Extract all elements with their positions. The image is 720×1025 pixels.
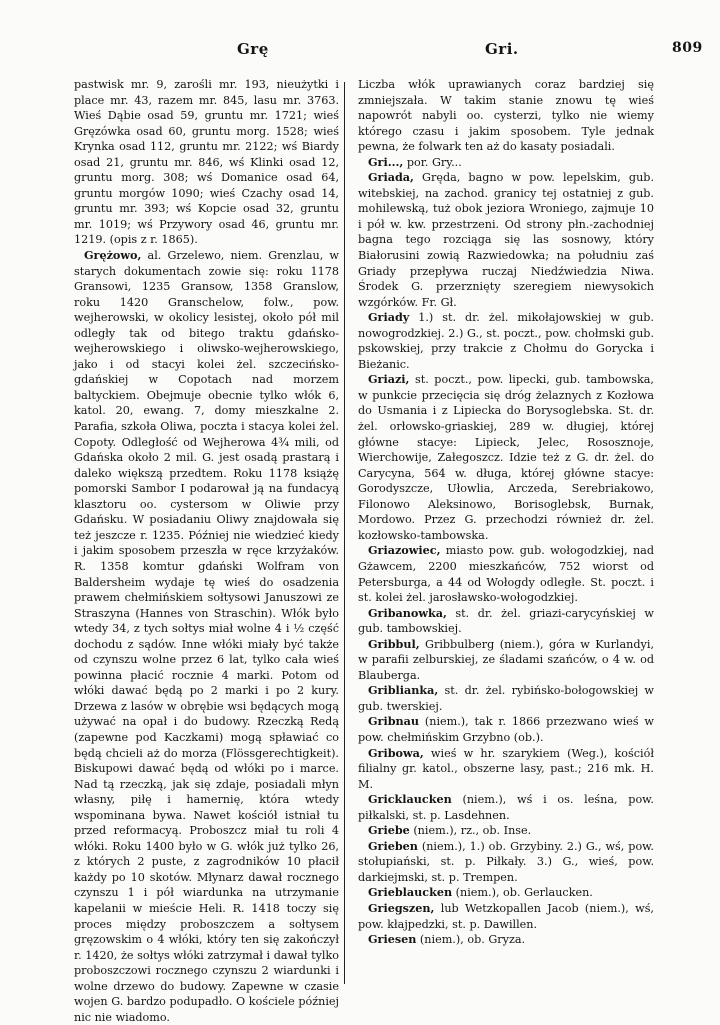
entry-headword: Griazowiec, bbox=[368, 543, 441, 558]
entry-text: 1.) st. dr. żel. mikołajowskiej w gub. nowogrodzkiej. 2.) G., st. poczt., pow. chołmski gub. pskowskiej, przy trakcie z Chołmu do Gorycka i Bieżanic. bbox=[358, 311, 654, 371]
entry-headword: Gribanowka, bbox=[368, 605, 447, 620]
entry-paragraph bbox=[358, 637, 654, 684]
entry-headword: Griesen bbox=[368, 932, 417, 947]
entry-text: (niem.), tak r. 1866 przezwano wieś w pow. chełmińskim Grzybno (ob.). bbox=[358, 715, 654, 744]
running-head-left: Grę bbox=[237, 40, 269, 58]
entry-text: st. dr. żel. rybińsko-bołogowskiej w gub. twerskiej. bbox=[358, 684, 654, 713]
entry-headword: Griegszen, bbox=[368, 900, 435, 915]
entry-headword: Grężowo, bbox=[84, 248, 142, 263]
entry-paragraph bbox=[358, 170, 654, 310]
entry-paragraph bbox=[358, 683, 654, 714]
entry-paragraph bbox=[358, 885, 654, 901]
entry-text: (niem.), rz., ob. Inse. bbox=[409, 824, 532, 838]
entry-text: pastwisk mr. 9, zarośli mr. 193, nieużytki i place mr. 43, razem mr. 845, lasu mr. 3763. Wieś Dąbie osad 59, gruntu mr. 1721; wieś Gręzówka osad 60, gruntu morg. 1528; wieś Krynka osad 112, gruntu mr. 2122; wś Biardy osad 21, gruntu mr. 846, wś Klinki osad 12, gruntu morg. 308; wś Domanice osad 64, gruntu morgów 1090; wieś Czachy osad 14, gruntu mr. 393; wś Kopcie osad 32, gruntu mr. 1019; wś Przywory osad 46, gruntu mr. 1219. (opis z r. 1865). bbox=[74, 78, 339, 247]
entry-headword: Grieben bbox=[368, 838, 418, 853]
entry-paragraph bbox=[358, 839, 654, 886]
entry-headword: Griblianka, bbox=[368, 683, 439, 698]
entry-text: al. Grzelewo, niem. Grenzlau, w starych dokumentach zowie się: roku 1178 Gransowi, 1235 Gransow, 1358 Granslow, roku 1420 Granschelow, folw., pow. wejherowski, w okolicy lesistej, około pół mil odległy tak od bitego traktu gdańsko-wejherowskiego i oliwsko-wejherowskiego, jako i od stacyi kolei żel. szczecińsko-gdańskiej w Copotach nad morzem baltyckiem. Obejmuje obecnie tylko włók 6, katol. 20, ewang. 7, domy mieszkalne 2. Parafia, szkoła Oliwa, poczta i stacya kolei żel. Copoty. Odległość od Wejherowa 4¾ mili, od Gdańska około 2 mil. G. jest osadą prastarą i daleko większą przedtem. Roku 1178 książę pomorski Sambor I podarował ją na fundacyą klasztoru oo. cystersom w Oliwie przy Gdańsku. W posiadaniu Oliwy znajdowała się też jeszcze r. 1235. Później nie wiedzieć kiedy i jakim sposobem przeszła w ręce krzyżaków. R. 1358 komtur gdański Wolfram von Baldersheim wydaje tę wieś do osadzenia prawem chełmińskiem sołtysowi Januszowi ze Straszyna (Hannes von Straschin). Włók było wtedy 34, z tych sołtys miał wolne 4 i ½ część dochodu z sądów. Inne włóki miały być także od czynszu wolne przez 6 lat, tylko cała wieś powinna płacić rocznie 4 marki. Potom od włóki dawać będą po 2 marki i po 2 kury. Drzewa z lasów w obrębie wsi będących mogą używać na opał i do budowy. Rzeczką Redą (zapewne pod Kaczkami) mogą spławiać co będą chcieli aż do morza (Flössgerechtigkeit). Biskupowi dawać będą od włóki po i marce. Nad tą rzeczką, jak się zdaje, posiadali młyn własny, piłę i hamernię, która wtedy wspominana bywa. Nawet kościół istniał tu przed reformacyą. Proboszcz miał tu roli 4 włóki. Roku 1400 było w G. włók już tylko 26, z których 2 puste, z zagrodników 10 płacił każdy po 10 skotów. Młynarz dawał rocznego czynszu 1 i pół wiardunka na utrzymanie kapelanii w mieście Heli. R. 1418 toczy się proces między proboszczem a sołtysem gręzowskim o 4 włóki, który ten się zakończył r. 1420, że sołtys włóki zatrzymał i dawał tylko proboszczowi rocznego czynszu 2 wiardunki i wolne drzewo do budowy. Zapewne w czasie wojen G. bardzo podupadło. O kościele później nic nie wiadomo. bbox=[74, 249, 339, 1024]
entry-headword: Gribowa, bbox=[368, 745, 424, 760]
entry-paragraph bbox=[358, 606, 654, 637]
entry-headword: Griebe bbox=[368, 823, 410, 838]
entry-text: Gręda, bagno w pow. lepelskim, gub. witebskiej, na zachod. granicy tej ostatniej z gub. mohilewską, tuż obok jeziora Wroniego, zajmuje 10 i pół w. kw. przestrzeni. Od strony płn.-zachodniej bagna tego rozciąga się las sosnowy, który Białorusini zowią Razwiedowka; na południu zaś Griady przepływa ruczaj Niedźwiedzia Niwa. Środek G. przerznięty szeregiem niewysokich wzgórków. Fr. Gł. bbox=[358, 171, 654, 309]
entry-paragraph bbox=[358, 310, 654, 372]
entry-paragraph bbox=[358, 901, 654, 932]
column-divider bbox=[344, 82, 345, 984]
entry-headword: Gribnau bbox=[368, 714, 420, 729]
entry-headword: Gricklaucken bbox=[368, 792, 452, 807]
entry-text: por. Gry... bbox=[403, 155, 462, 169]
entry-paragraph bbox=[358, 746, 654, 793]
entry-headword: Gri..., bbox=[368, 154, 404, 169]
entry-paragraph bbox=[74, 77, 339, 248]
entry-headword: Griady bbox=[368, 310, 410, 325]
entry-text: miasto pow. gub. wołogodzkiej, nad Gżawcem, 2200 mieszkańców, 752 wiorst od Petersburga, a 44 od Wołogdy odległe. St. poczt. i st. kolei żel. jarosławsko-wołogodzkiej. bbox=[358, 544, 654, 605]
entry-paragraph bbox=[358, 792, 654, 823]
left-column bbox=[74, 77, 339, 1025]
entry-headword: Grieblaucken bbox=[368, 885, 453, 900]
entry-text: wieś w hr. szarykiem (Weg.), kościół filialny gr. katol., obszerne lasy, past.; 216 mk. H. M. bbox=[358, 746, 654, 791]
entry-paragraph bbox=[358, 543, 654, 605]
right-column bbox=[358, 77, 654, 948]
entry-text: (niem.), ob. Gryza. bbox=[416, 933, 526, 947]
entry-paragraph bbox=[358, 372, 654, 543]
entry-paragraph bbox=[358, 823, 654, 839]
entry-text: lub Wetzkopallen Jacob (niem.), wś, pow. kłajpedzki, st. p. Dawillen. bbox=[358, 901, 654, 931]
entry-paragraph bbox=[358, 155, 654, 171]
entry-text: (niem.), 1.) ob. Grzybiny. 2.) G., wś, pow. stołupiański, st. p. Piłkały. 3.) G., wieś, pow. darkiejmski, st. p. Trempen. bbox=[358, 839, 654, 884]
entry-text: (niem.), wś i os. leśna, pow. piłkalski, st. p. Lasdehnen. bbox=[358, 793, 654, 822]
entry-paragraph bbox=[358, 932, 654, 948]
entry-text: Gribbulberg (niem.), góra w Kurlandyi, w parafii zelburskiej, ze śladami szańców, o 4 w. od Blauberga. bbox=[358, 637, 654, 682]
entry-text: Liczba włók uprawianych coraz bardziej się zmniejszała. W takim stanie znowu tę wieś napowrót nabyli oo. cysterzi, tylko nie wiemy którego czasu i jakim sposobem. Tyle jednak pewna, że folwark ten aż do kasaty posiadali. bbox=[358, 78, 654, 154]
entry-text: st. dr. żel. griazi-carycyńskiej w gub. tambowskiej. bbox=[358, 606, 654, 636]
entry-paragraph bbox=[74, 248, 339, 1025]
entry-paragraph bbox=[358, 77, 654, 155]
entry-headword: Gribbul, bbox=[368, 636, 420, 651]
entry-text: (niem.), ob. Gerlaucken. bbox=[452, 886, 593, 900]
page-number: 809 bbox=[672, 40, 703, 56]
entry-headword: Griada, bbox=[368, 170, 414, 185]
running-head-right: Gri. bbox=[485, 40, 519, 58]
entry-headword: Griazi, bbox=[368, 372, 410, 387]
entry-text: st. poczt., pow. lipecki, gub. tambowska, w punkcie przecięcia się dróg żelaznych z Kozłowa do Usmania i z Lipiecka do Borysoglebska. St. dr. żel. orłowsko-griaskiej, 289 w. długiej, której główne stacye: Lipieck, Jelec, Rososznoje, Wierchowije, Załegoszcz. Idzie też z G. dr. żel. do Carycyna, 564 w. długa, której główne stacye: Gorodyszcze, Ułowlia, Arczeda, Serebriakowo, Filonowo Aleksinowo, Borisoglebsk, Burnak, Mordowo. Przez G. przechodzi również dr. żel. kozłowsko-tambowska. bbox=[358, 373, 654, 542]
entry-paragraph bbox=[358, 714, 654, 745]
